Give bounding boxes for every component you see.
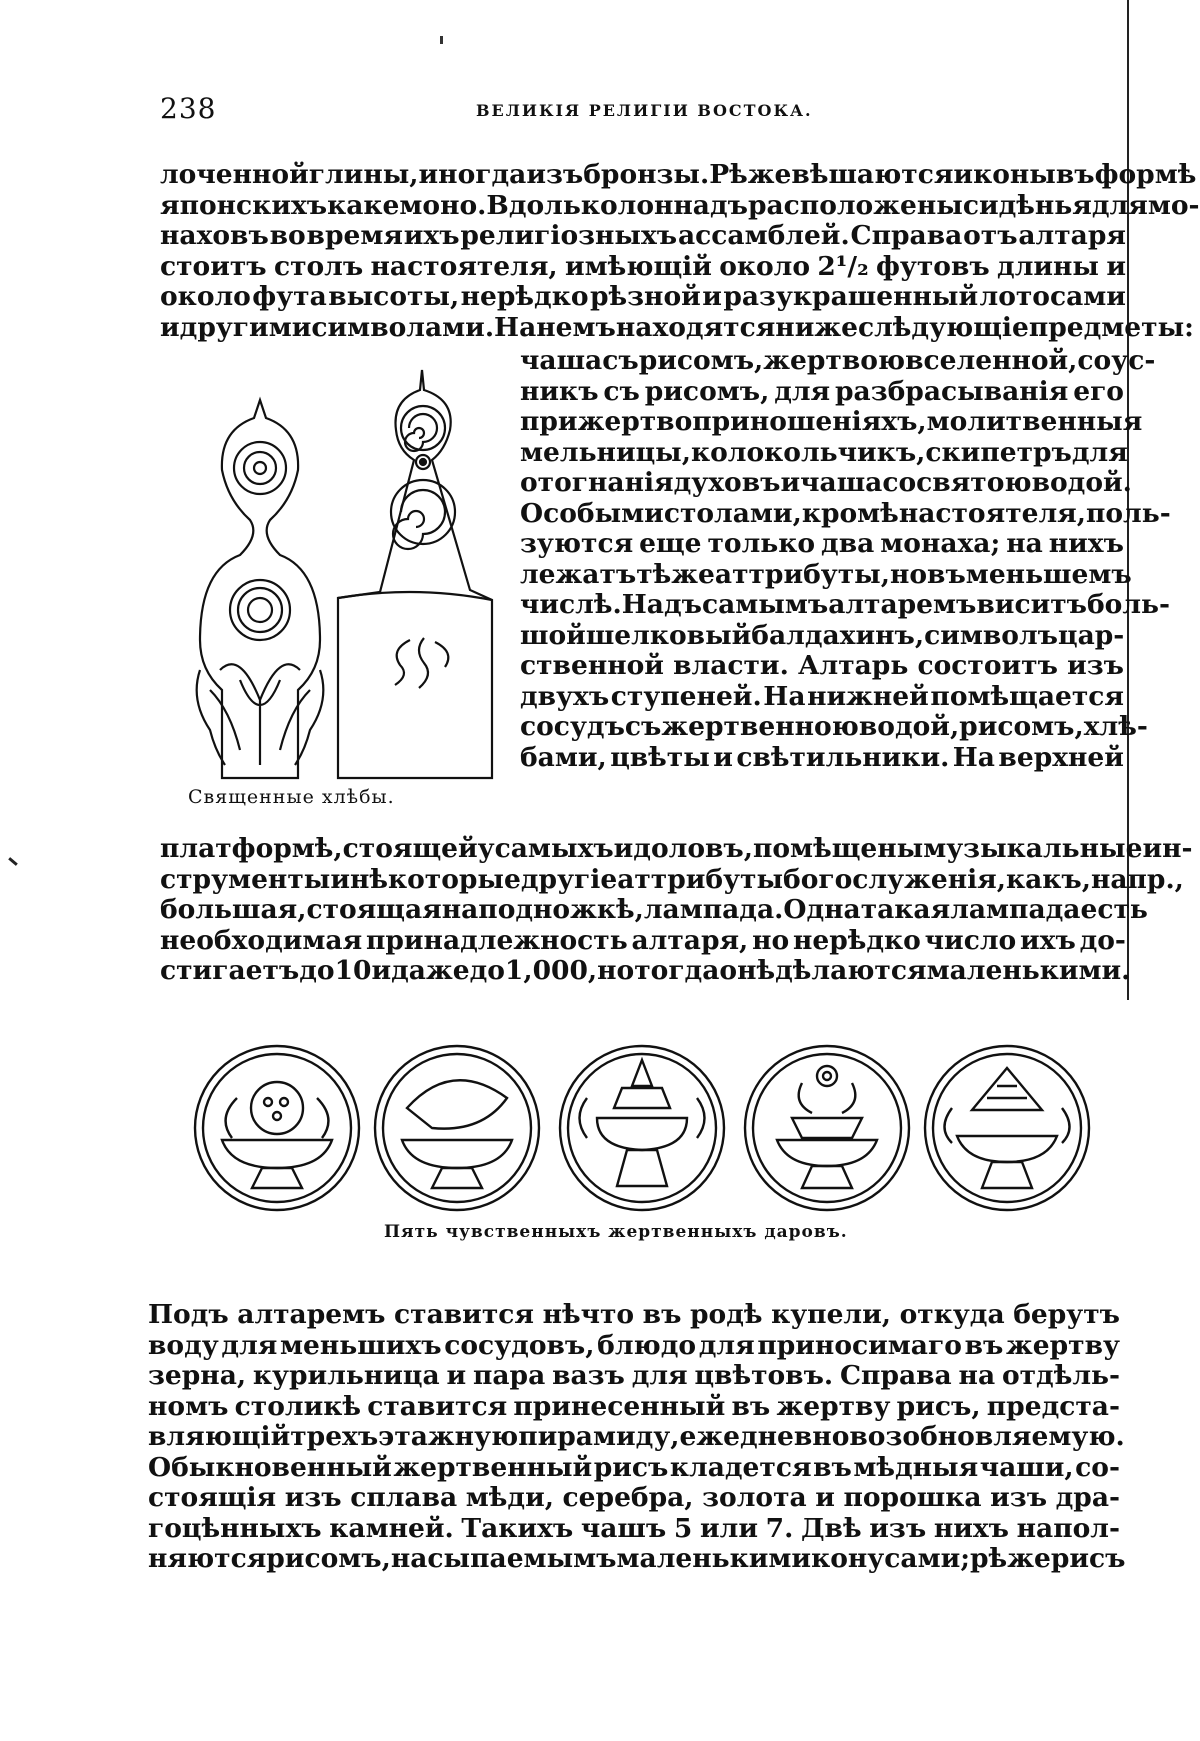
text-line: мельницы, колокольчикъ, скипетръ для [520, 436, 1128, 468]
print-speck [8, 857, 18, 866]
text-line: стоящія изъ сплава мѣди, серебра, золота и порошка изъ дра- [148, 1482, 1120, 1513]
text-line: ственной власти. Алтарь состоитъ изъ [520, 650, 1124, 681]
text-line: воду для меньшихъ сосудовъ, блюдо для приносимаго въ жертву [148, 1329, 1120, 1361]
text-line: вляющій трехъэтажную пирамиду, ежедневно возобновляемую. [148, 1421, 1125, 1452]
running-title: ВЕЛИКІЯ РЕЛИГІИ ВОСТОКА. [476, 101, 813, 120]
text-line: и другими символами. На немъ находятся нижеслѣдующіе предметы: [160, 311, 1194, 343]
text-line: Особыми столами, кромѣ настоятеля, поль- [520, 497, 1171, 529]
text-line: струменты и нѣкоторые другіе аттрибуты богослуженія, какъ, напр., [160, 863, 1184, 895]
text-line: гоцѣнныхъ камней. Такихъ чашъ 5 или 7. Двѣ изъ нихъ напол- [148, 1512, 1120, 1544]
text-line: стигаетъ до 10 и даже до 1,000, но тогда онѣ дѣлаются маленькими. [160, 955, 1131, 986]
figure-1-caption: Священные хлѣбы. [188, 786, 395, 808]
bread-left [197, 400, 324, 778]
bread-right [338, 370, 492, 778]
text-line: платформѣ, стоящей у самыхъ идоловъ, помѣщены музыкальные ин- [160, 833, 1193, 864]
print-speck [440, 36, 443, 44]
text-line: стоитъ столъ настоятеля, имѣющій около 2¹/₂ футовъ длины и [160, 250, 1126, 282]
text-line: японскихъ какемоно. Вдоль колоннадъ расположены сидѣнья для мо- [160, 189, 1200, 221]
text-line: сосудъ съ жертвенною водой, рисомъ, хлѣ- [520, 711, 1148, 742]
text-line: лоченной глины, иногда изъ бронзы. Рѣже вѣшаются иконы въ формѣ [160, 159, 1197, 190]
text-line: Подъ алтаремъ ставится нѣчто въ родѣ купели, откуда берутъ [148, 1299, 1120, 1330]
offering-medallion [560, 1046, 724, 1210]
text-line: числѣ. Надъ самымъ алтаремъ виситъ боль- [520, 589, 1171, 620]
text-line: зуются еще только два монаха; на нихъ [520, 528, 1124, 559]
offering-medallion [195, 1046, 359, 1210]
text-line: зерна, курильница и пара вазъ для цвѣтовъ. Справа на отдѣль- [148, 1360, 1120, 1391]
text-line: лежатъ тѣ же аттрибуты, но въ меньшемъ [520, 558, 1132, 590]
page-number: 238 [160, 92, 217, 125]
figure-2-caption: Пять чувственныхъ жертвенныхъ даровъ. [384, 1222, 848, 1242]
text-line: отогнанія духовъ и чаша со святою водой. [520, 467, 1132, 498]
offering-medallion [745, 1046, 909, 1210]
text-line: бами, цвѣты и свѣтильники. На верхней [520, 741, 1124, 773]
text-line: никъ съ рисомъ, для разбрасыванія его [520, 375, 1124, 407]
text-line: Обыкновенный жертвенный рисъ кладется въ мѣдныя чаши, со- [148, 1451, 1120, 1483]
text-line: двухъ ступеней. На нижней помѣщается [520, 680, 1124, 712]
text-line: при жертвоприношеніяхъ, молитвенныя [520, 406, 1143, 437]
five-offerings-illustration [192, 1038, 1092, 1218]
offering-medallion [375, 1046, 539, 1210]
text-line: няются рисомъ, насыпаемымъ маленькими конусами; рѣже рисъ [148, 1543, 1126, 1574]
text-line: шой шелковый балдахинъ, символъ цар- [520, 619, 1125, 651]
text-line: наховъ во время ихъ религіозныхъ ассамблей. Справа отъ алтаря [160, 220, 1126, 251]
text-line: необходимая принадлежность алтаря, но нерѣдко число ихъ до- [160, 924, 1126, 956]
text-line: около фута высоты, нерѣдко рѣзной и разукрашенный лотосами [160, 281, 1126, 312]
text-line: чаша съ рисомъ, жертвою вселенной, соус- [520, 345, 1156, 376]
offering-medallion [925, 1046, 1089, 1210]
sacred-breads-illustration [170, 370, 510, 780]
text-line: номъ столикѣ ставится принесенный въ жертву рисъ, предста- [148, 1390, 1120, 1422]
text-line: большая, стоящая на подножкѣ, лампада. Одна такая лампада есть [160, 894, 1148, 925]
